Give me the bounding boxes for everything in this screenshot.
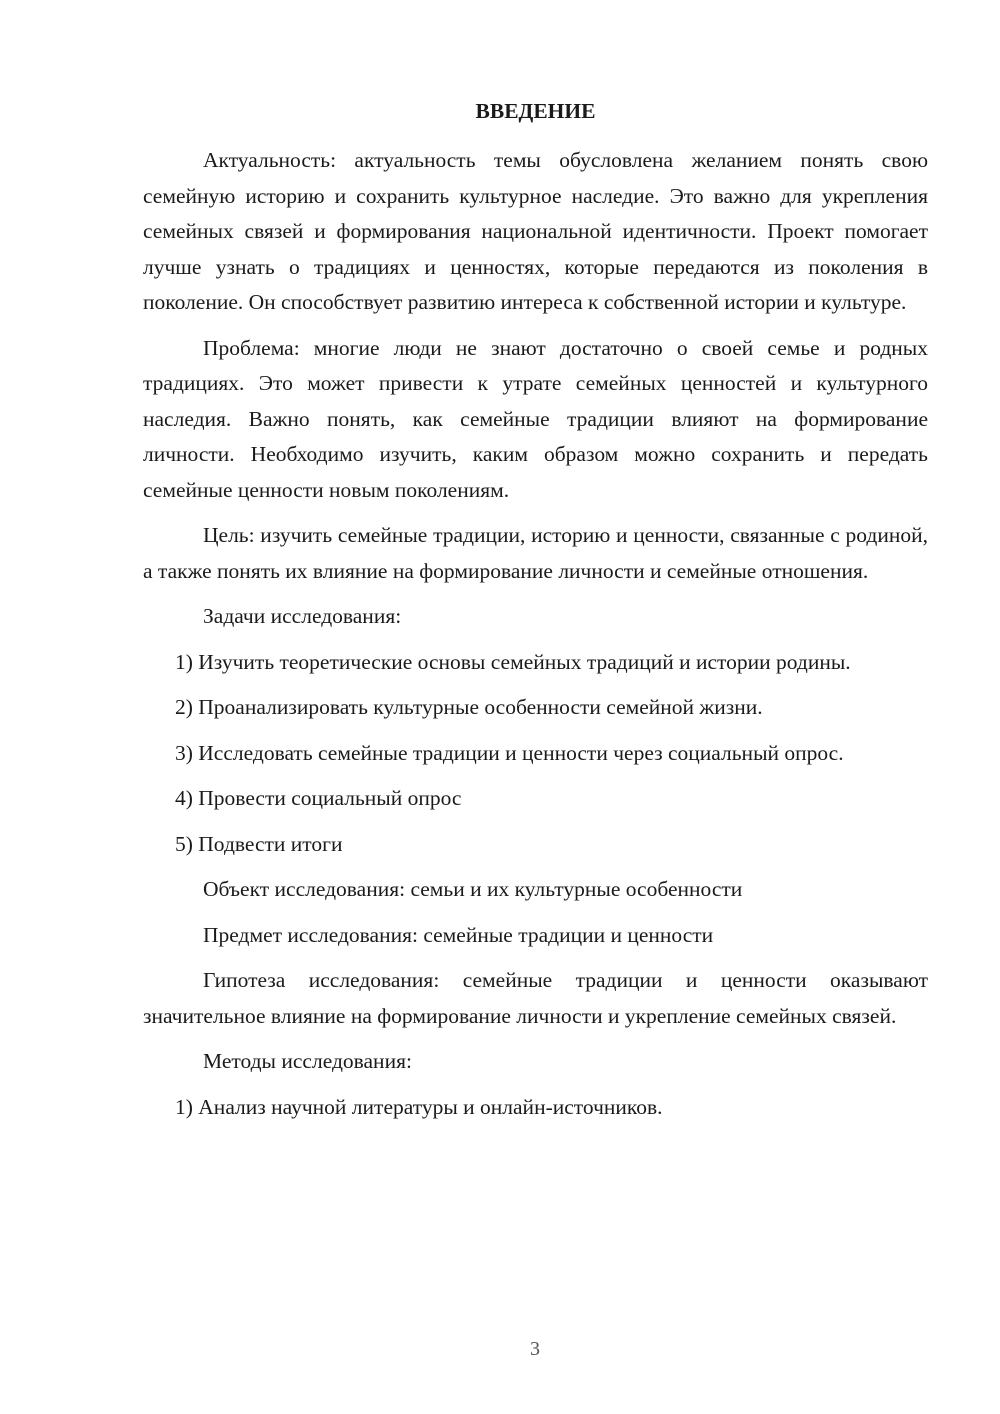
problem-paragraph: Проблема: многие люди не знают достаточно о своей семье и родных традициях. Это может привести к утрате семейных ценностей и культурного наследия. Важно понять, как семейные традиции влияют на формирование личности. Необходимо изучить, каким образом можно сохранить и передать семейные ценности новым поколениям. bbox=[143, 335, 928, 502]
goal-paragraph: Цель: изучить семейные традиции, историю и ценности, связанные с родиной, а также понять их влияние на формирование личности и семейные отношения. bbox=[143, 523, 928, 583]
task-item: 2) Проанализировать культурные особенности семейной жизни. bbox=[175, 695, 763, 719]
page-number: 3 bbox=[530, 1338, 540, 1360]
method-item: 1) Анализ научной литературы и онлайн-источников. bbox=[175, 1094, 663, 1119]
section-heading: ВВЕДЕНИЕ bbox=[475, 99, 596, 123]
task-item: 4) Провести социальный опрос bbox=[175, 786, 462, 810]
tasks-title: Задачи исследования: bbox=[203, 604, 402, 628]
page-content bbox=[143, 94, 928, 1135]
hypothesis-paragraph: Гипотеза исследования: семейные традиции и ценности оказывают значительное влияние на формирование личности и укрепление семейных связей. bbox=[143, 968, 928, 1028]
object-paragraph: Объект исследования: семьи и их культурные особенности bbox=[203, 877, 743, 901]
relevance-paragraph: Актуальность: актуальность темы обусловлена желанием понять свою семейную историю и сохранить культурное наследие. Это важно для укрепления семейных связей и формирования национальной идентичности. Проект помогает лучше узнать о традициях и ценностях, которые передаются из поколения в поколение. Он способствует развитию интереса к собственной истории и культуре. bbox=[143, 148, 928, 314]
methods-title: Методы исследования: bbox=[203, 1049, 412, 1073]
subject-paragraph: Предмет исследования: семейные традиции и ценности bbox=[203, 922, 714, 947]
task-item: 5) Подвести итоги bbox=[175, 831, 343, 856]
task-item: 1) Изучить теоретические основы семейных традиций и истории родины. bbox=[175, 649, 851, 674]
task-item: 3) Исследовать семейные традиции и ценности через социальный опрос. bbox=[175, 740, 844, 765]
